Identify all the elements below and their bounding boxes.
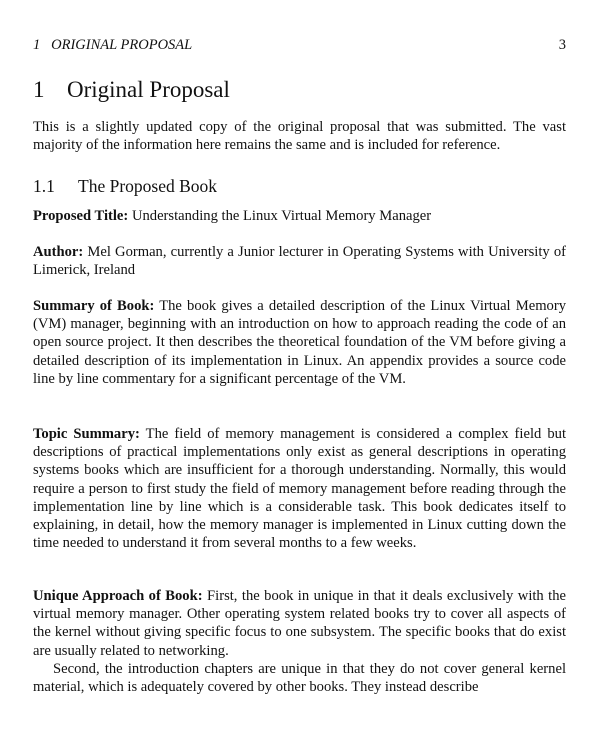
chapter-intro: This is a slightly updated copy of the original proposal that was submitted. The vast majority of the information here remains the same and is included for reference. — [33, 119, 566, 154]
chapter-title: Original Proposal — [67, 77, 230, 102]
section-number: 1.1 — [33, 176, 55, 196]
proposed-title-label: Proposed Title: — [33, 208, 129, 224]
page-number: 3 — [558, 37, 566, 53]
running-header — [33, 37, 566, 54]
second-paragraph: Second, the introduction chapters are unique in that they do not cover general kernel material, which is adequately covered by other books. They instead describe — [33, 660, 566, 696]
unique-approach-text: First, the book in unique in that it deals exclusively with the virtual memory manager. Other operating system related books try to cover all aspects of the kernel without giving specific focus to one subsystem. The specific books that do exist are usually related to networking. — [33, 588, 567, 659]
summary-label: Summary of Book: — [33, 298, 155, 314]
topic-summary-label: Topic Summary: — [33, 426, 140, 442]
chapter-intro-block — [33, 118, 566, 154]
author-text: Mel Gorman, currently a Junior lecturer in Operating Systems with University of Limerick, Ireland — [33, 244, 566, 279]
unique-approach-label: Unique Approach of Book: — [33, 588, 203, 604]
topic-summary-text: The field of memory management is considered a complex field but descriptions of practical implementations only exist as general descriptions in operating systems books which are insufficient for a thorough understanding. Normally, this would require a person to first study the field of memory management before reading through the implementation line by line which is a considerable task. This book dedicates itself to explaining, in detail, how the memory manager is implemented in Linux cutting down the time needed to understand it from several months to a few weeks. — [33, 426, 567, 552]
summary-text: The book gives a detailed description of the Linux Virtual Memory (VM) manager, beginning with an introduction on how to approach reading the code of an open source project. It then describes the theoretical foundation of the VM before giving a detailed description of its implementation in Linux. An appendix provides a source code line by line commentary for a significant percentage of the VM. — [33, 298, 567, 387]
author-label: Author: — [33, 244, 84, 260]
section-heading — [33, 176, 217, 197]
unique-approach-block — [33, 587, 566, 696]
chapter-heading — [33, 77, 230, 103]
chapter-number: 1 — [33, 77, 45, 102]
topic-summary-block — [33, 425, 566, 552]
section-title: The Proposed Book — [78, 176, 218, 196]
running-header-title: 1 ORIGINAL PROPOSAL — [33, 37, 193, 53]
proposed-title-block — [33, 207, 566, 225]
proposed-title-text: Understanding the Linux Virtual Memory Manager — [131, 208, 432, 224]
summary-block — [33, 297, 566, 388]
author-block — [33, 243, 566, 279]
